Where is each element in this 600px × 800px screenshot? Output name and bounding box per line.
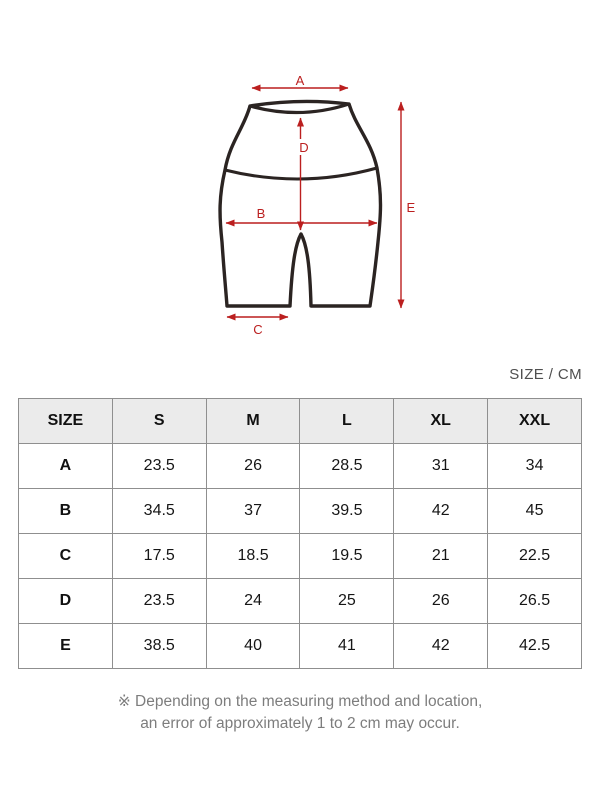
- cell-value: 26: [206, 444, 300, 489]
- cell-value: 22.5: [488, 534, 582, 579]
- col-header-l: L: [300, 399, 394, 444]
- footnote: [0, 691, 600, 735]
- cell-value: 40: [206, 624, 300, 669]
- cell-value: 25: [300, 579, 394, 624]
- cell-value: 17.5: [112, 534, 206, 579]
- cell-value: 42: [394, 624, 488, 669]
- table-row-c: [19, 534, 582, 579]
- cell-value: 24: [206, 579, 300, 624]
- cell-value: 42: [394, 489, 488, 534]
- cell-value: 31: [394, 444, 488, 489]
- measure-label-A: A: [295, 73, 305, 88]
- col-header-m: M: [206, 399, 300, 444]
- col-header-size: SIZE: [19, 399, 113, 444]
- table-row-a: [19, 444, 582, 489]
- cell-value: 21: [394, 534, 488, 579]
- row-label: C: [19, 534, 113, 579]
- size-table: [18, 398, 582, 669]
- size-unit-label: SIZE / CM: [509, 366, 582, 383]
- row-label: D: [19, 579, 113, 624]
- measure-label-B: B: [256, 206, 266, 221]
- cell-value: 23.5: [112, 579, 206, 624]
- table-header-row: [19, 399, 582, 444]
- cell-value: 45: [488, 489, 582, 534]
- cell-value: 34.5: [112, 489, 206, 534]
- table-row-d: [19, 579, 582, 624]
- row-label: A: [19, 444, 113, 489]
- cell-value: 18.5: [206, 534, 300, 579]
- cell-value: 34: [488, 444, 582, 489]
- cell-value: 42.5: [488, 624, 582, 669]
- measure-label-E: E: [406, 200, 416, 215]
- row-label: B: [19, 489, 113, 534]
- col-header-s: S: [112, 399, 206, 444]
- table-row-b: [19, 489, 582, 534]
- col-header-xxl: XXL: [488, 399, 582, 444]
- col-header-xl: XL: [394, 399, 488, 444]
- shorts-measurement-diagram: [0, 0, 600, 360]
- measure-label-C: C: [253, 322, 263, 337]
- footnote-line-2: an error of approximately 1 to 2 cm may occur.: [140, 715, 460, 732]
- cell-value: 23.5: [112, 444, 206, 489]
- cell-value: 19.5: [300, 534, 394, 579]
- table-row-e: [19, 624, 582, 669]
- cell-value: 26: [394, 579, 488, 624]
- cell-value: 41: [300, 624, 394, 669]
- cell-value: 26.5: [488, 579, 582, 624]
- measure-label-D: D: [299, 140, 309, 155]
- row-label: E: [19, 624, 113, 669]
- footnote-line-1: ※ Depending on the measuring method and location,: [117, 693, 483, 710]
- cell-value: 39.5: [300, 489, 394, 534]
- cell-value: 28.5: [300, 444, 394, 489]
- cell-value: 37: [206, 489, 300, 534]
- cell-value: 38.5: [112, 624, 206, 669]
